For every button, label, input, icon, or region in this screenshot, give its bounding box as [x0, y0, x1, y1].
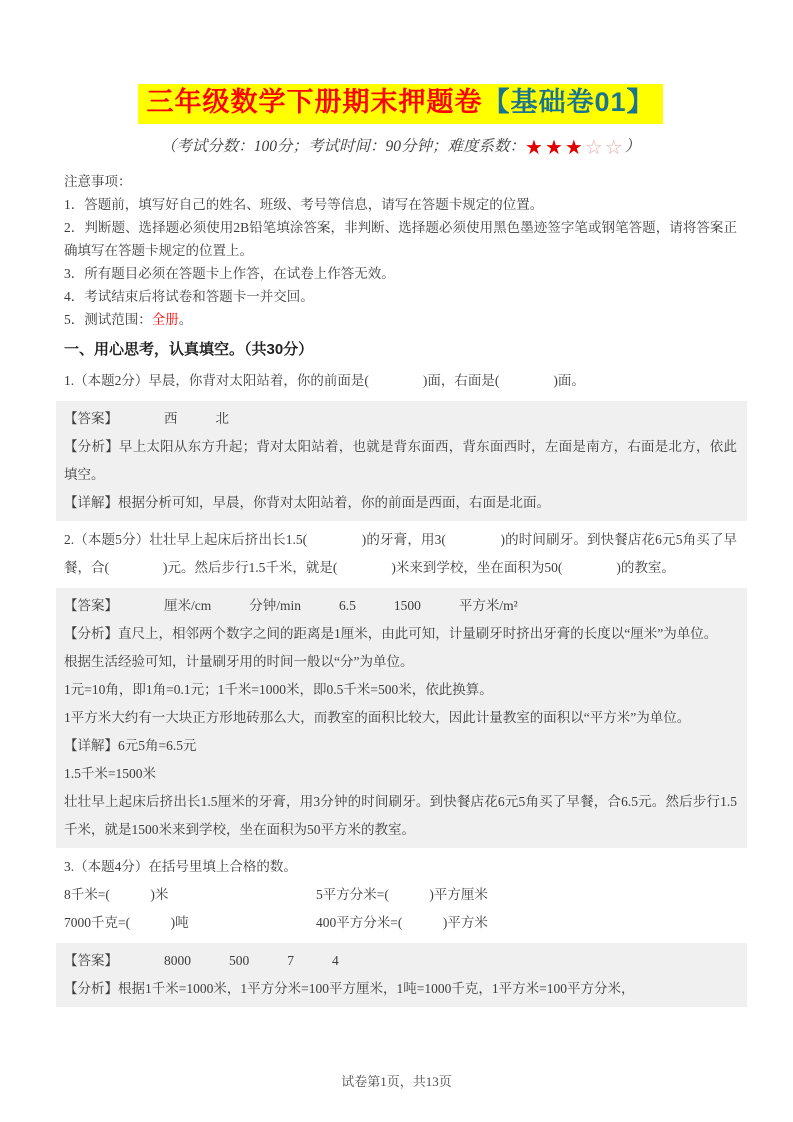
section-heading: 一、用心思考，认真填空。（共30分） [64, 340, 314, 358]
star-empty-icon [585, 137, 605, 159]
question-1-stem: 1.（本题2分）早晨，你背对太阳站着，你的前面是( )面，右面是( )面。 [64, 372, 585, 388]
analysis-paragraph: 1元=10角，即1角=0.1元；1千米=1000米，即0.5千米=500米，依此换算。 [64, 681, 493, 697]
notice-section [64, 170, 737, 331]
answer-value: 8000 [164, 952, 191, 968]
conversion-item: 400平方分米=( )平方米 [316, 914, 488, 930]
page-title [64, 84, 737, 124]
analysis-paragraph: 【分析】根据1千米=1000米，1平方分米=100平方厘米，1吨=1000千克，1平方米=100平方分米， [64, 980, 635, 996]
notice-scope-suffix: 。 [178, 311, 193, 327]
detail-paragraph: 【详解】根据分析可知，早晨，你背对太阳站着，你的前面是西面，右面是北面。 [64, 494, 550, 510]
question-1-answer-block [56, 401, 747, 521]
answer-line [64, 592, 737, 620]
answer-label: 【答案】 [64, 410, 118, 426]
conversion-row [64, 881, 737, 909]
detail-paragraph: 1.5千米=1500米 [64, 765, 156, 781]
conversion-item: 5平方分米=( )平方厘米 [316, 886, 488, 902]
question-3-stem: 3.（本题4分）在括号里填上合格的数。 [64, 858, 297, 874]
question-2-answer-block [56, 588, 747, 848]
title-highlight [138, 84, 662, 124]
analysis-paragraph: 根据生活经验可知，计量刷牙用的时间一般以“分”为单位。 [64, 653, 414, 669]
answer-value: 西 [164, 410, 178, 426]
analysis-paragraph: 【分析】直尺上，相邻两个数字之间的距离是1厘米，由此可知，计量刷牙时挤出牙膏的长度以“厘米”为单位。 [64, 625, 718, 641]
question-3-answer-block [56, 943, 747, 1007]
star-filled-icon [525, 137, 545, 159]
answer-value: 4 [332, 952, 339, 968]
analysis-paragraph: 【分析】早上太阳从东方升起；背对太阳站着，也就是背东面西，背东面西时，左面是南方，右面是北方，依此填空。 [64, 438, 737, 482]
answer-label: 【答案】 [64, 597, 118, 613]
notice-item: 4．考试结束后将试卷和答题卡一并交回。 [64, 288, 314, 304]
star-filled-icon [545, 137, 565, 159]
answer-line [64, 947, 737, 975]
notice-scope-prefix: 5．测试范围： [64, 311, 152, 327]
detail-paragraph: 【详解】6元5角=6.5元 [64, 737, 197, 753]
notice-heading: 注意事项： [64, 173, 132, 189]
question-2-stem: 2.（本题5分）壮壮早上起床后挤出长1.5( )的牙膏，用3( )的时间刷牙。到快餐店花6元5角买了早餐，合( )元。然后步行1.5千米，就是( )米来到学校，坐在面积为50( )的教室。 [64, 531, 737, 575]
answer-value: 平方米/m² [458, 597, 518, 613]
answer-value: 分钟/min [249, 597, 302, 613]
answer-value: 厘米/cm [164, 597, 212, 613]
exam-meta-line [64, 134, 737, 161]
exam-meta-suffix: ） [624, 137, 641, 155]
title-main-text: 三年级数学下册期末押题卷 [146, 87, 483, 117]
notice-item: 2．判断题、选择题必须使用2B铅笔填涂答案，非判断、选择题必须使用黑色墨迹签字笔或钢笔答题，请将答案正确填写在答题卡规定的位置上。 [64, 219, 737, 258]
detail-paragraph: 壮壮早上起床后挤出长1.5厘米的牙膏，用3分钟的时间刷牙。到快餐店花6元5角买了早餐，合6.5元。然后步行1.5千米，就是1500米来到学校，坐在面积为50平方米的教室。 [64, 793, 737, 837]
answer-value: 7 [287, 952, 294, 968]
star-empty-icon [605, 137, 625, 159]
notice-item: 3．所有题目必须在答题卡上作答，在试卷上作答无效。 [64, 265, 395, 281]
title-suffix-text: 【基础卷01】 [482, 87, 655, 117]
analysis-paragraph: 1平方米大约有一大块正方形地砖那么大，而教室的面积比较大，因此计量教室的面积以“平方米”为单位。 [64, 709, 691, 725]
answer-line [64, 405, 737, 433]
notice-item-scope [64, 308, 737, 331]
difficulty-stars [525, 138, 625, 155]
answer-value: 500 [229, 952, 250, 968]
notice-item: 1．答题前，填写好自己的姓名、班级、考号等信息，请写在答题卡规定的位置。 [64, 196, 544, 212]
answer-value: 北 [215, 410, 229, 426]
exam-meta-prefix: （考试分数：100分；考试时间：90分钟；难度系数： [160, 137, 526, 155]
conversion-row [64, 909, 737, 937]
star-filled-icon [565, 137, 585, 159]
answer-value: 6.5 [339, 597, 356, 613]
answer-label: 【答案】 [64, 952, 118, 968]
conversion-item: 8千米=( )米 [64, 886, 169, 902]
answer-value: 1500 [393, 597, 421, 613]
footer-page-number: 试卷第1页，共13页 [341, 1074, 452, 1089]
conversion-item: 7000千克=( )吨 [64, 914, 189, 930]
notice-scope-highlight: 全册 [151, 311, 179, 327]
